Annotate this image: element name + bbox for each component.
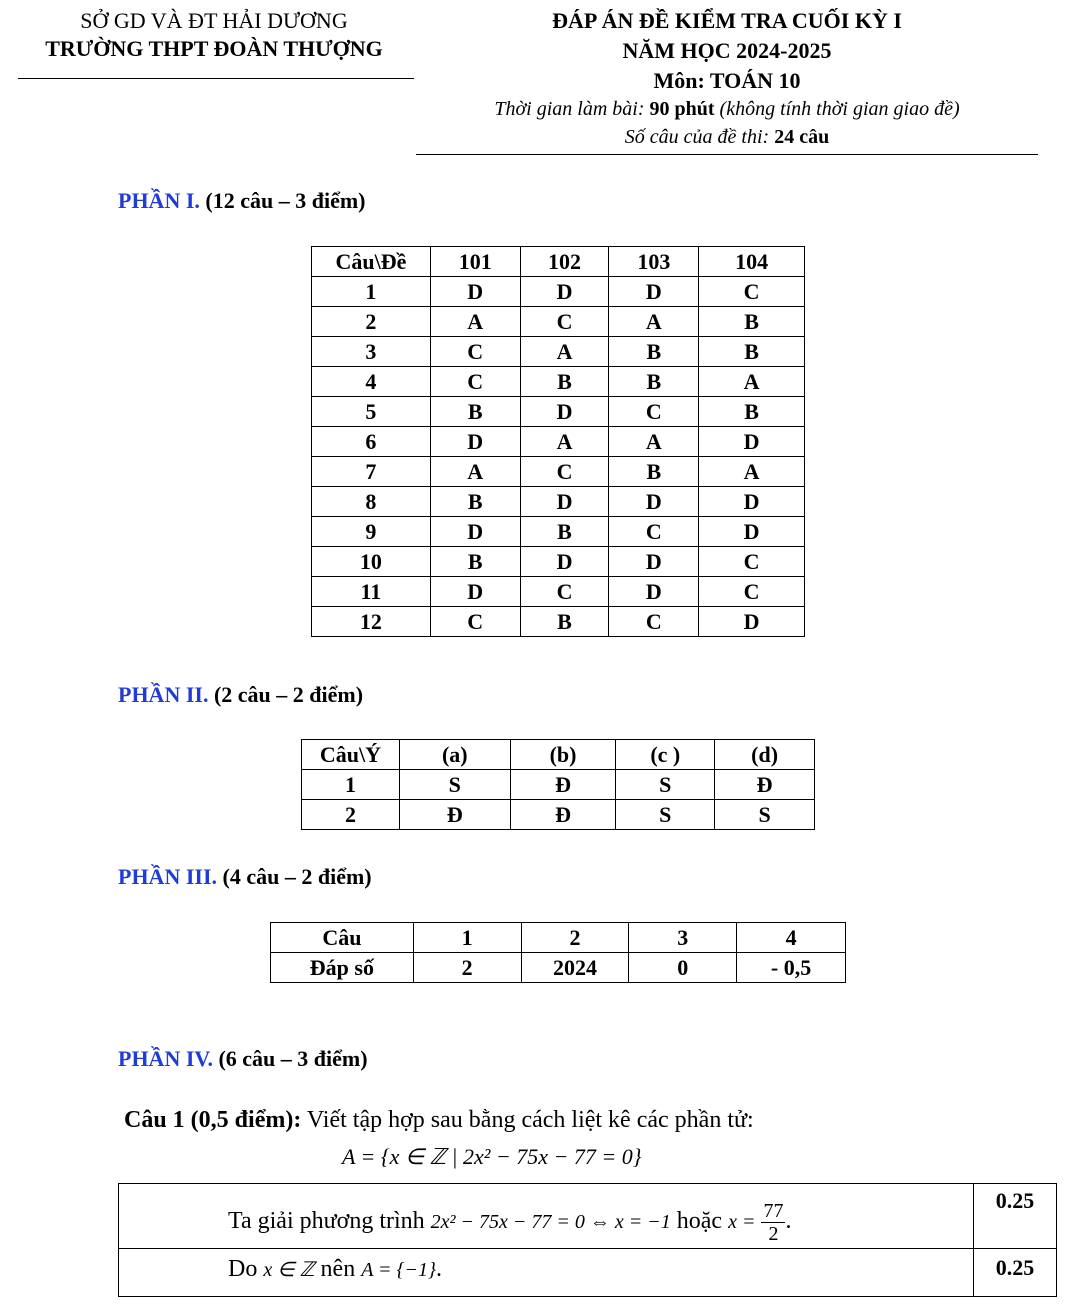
part3-cell: Đáp số — [271, 953, 414, 983]
part1-cell: 2 — [312, 307, 431, 337]
part1-header-cell: 101 — [430, 247, 520, 277]
question-1-set: A = {x ∈ ℤ | 2x² − 75x − 77 = 0} — [342, 1144, 642, 1169]
part1-cell: A — [430, 307, 520, 337]
part3-answer-table — [270, 922, 846, 983]
part1-cell: B — [520, 517, 609, 547]
question-count: Số câu của đề thi: 24 câu — [624, 126, 830, 148]
part1-cell: D — [430, 277, 520, 307]
part1-header-cell: 103 — [609, 247, 699, 277]
part1-cell: A — [609, 427, 699, 457]
part1-header-cell: 104 — [699, 247, 805, 277]
part1-cell: B — [520, 367, 609, 397]
part1-cell: D — [430, 577, 520, 607]
part3-header-cell: 3 — [629, 923, 737, 953]
part1-cell: 6 — [312, 427, 431, 457]
part1-cell: C — [609, 607, 699, 637]
part1-cell: A — [520, 337, 609, 367]
part1-header-cell: Câu\Đề — [312, 247, 431, 277]
part1-cell: 11 — [312, 577, 431, 607]
part1-cell: B — [609, 457, 699, 487]
part2-header-row — [302, 740, 815, 770]
part1-cell: C — [520, 457, 609, 487]
part1-row — [312, 487, 805, 517]
part1-cell: C — [609, 397, 699, 427]
part1-cell: C — [609, 517, 699, 547]
part1-cell: D — [609, 547, 699, 577]
part1-cell: B — [699, 307, 805, 337]
part1-cell: C — [520, 577, 609, 607]
department-name: SỞ GD VÀ ĐT HẢI DƯƠNG — [80, 8, 348, 33]
part1-row — [312, 277, 805, 307]
part2-header-cell: (c ) — [616, 740, 715, 770]
part1-row — [312, 307, 805, 337]
part3-header-row — [271, 923, 846, 953]
part1-header-cell: 102 — [520, 247, 609, 277]
part3-header-cell: Câu — [271, 923, 414, 953]
part3-cell: 0 — [629, 953, 737, 983]
document-title: ĐÁP ÁN ĐỀ KIỂM TRA CUỐI KỲ I — [552, 8, 902, 33]
part1-row — [312, 367, 805, 397]
part1-cell: D — [520, 487, 609, 517]
part1-row — [312, 577, 805, 607]
part1-cell: D — [520, 547, 609, 577]
part1-cell: 3 — [312, 337, 431, 367]
q1-answer-step-2: Do x ∈ ℤ nên A = {−1}. — [228, 1256, 443, 1282]
q1-answer-step-1: Ta giải phương trình 2x² − 75x − 77 = 0 ⇔ x = −1 hoặc x = $\frac{77}{2}$ . — [228, 1200, 792, 1245]
part1-cell: B — [699, 397, 805, 427]
part1-cell: A — [520, 427, 609, 457]
part1-cell: 9 — [312, 517, 431, 547]
left-header-rule — [18, 78, 414, 79]
part2-header-cell: Câu\Ý — [302, 740, 400, 770]
part1-cell: 1 — [312, 277, 431, 307]
part1-cell: B — [430, 547, 520, 577]
part1-cell: A — [430, 457, 520, 487]
part1-cell: D — [699, 517, 805, 547]
part1-cell: B — [520, 607, 609, 637]
part1-cell: D — [699, 607, 805, 637]
part3-cell: 2024 — [521, 953, 629, 983]
part3-cell: 2 — [413, 953, 521, 983]
part1-row — [312, 517, 805, 547]
part2-cell: S — [616, 800, 715, 830]
part1-row — [312, 547, 805, 577]
part1-cell: A — [699, 367, 805, 397]
part2-cell: S — [399, 770, 510, 800]
part1-cell: D — [609, 577, 699, 607]
part1-cell: 8 — [312, 487, 431, 517]
school-name: TRƯỜNG THPT ĐOÀN THƯỢNG — [45, 36, 383, 61]
part2-row — [302, 800, 815, 830]
part3-cell: - 0,5 — [737, 953, 846, 983]
part1-cell: D — [520, 397, 609, 427]
q1-answer-row-divider — [118, 1248, 1057, 1249]
subject: Môn: TOÁN 10 — [653, 68, 801, 93]
part3-header-cell: 4 — [737, 923, 846, 953]
part1-answer-table — [311, 246, 805, 637]
part1-cell: C — [430, 337, 520, 367]
part1-cell: D — [699, 487, 805, 517]
part2-answer-table — [301, 739, 815, 830]
part2-cell: S — [715, 800, 815, 830]
part2-header-cell: (d) — [715, 740, 815, 770]
part2-header-cell: (b) — [510, 740, 616, 770]
part2-cell: Đ — [399, 800, 510, 830]
part2-header-cell: (a) — [399, 740, 510, 770]
part1-cell: C — [699, 277, 805, 307]
part1-cell: B — [430, 487, 520, 517]
part1-cell: D — [430, 427, 520, 457]
part2-cell: 1 — [302, 770, 400, 800]
part1-cell: 4 — [312, 367, 431, 397]
part1-cell: B — [699, 337, 805, 367]
part1-row — [312, 337, 805, 367]
part1-cell: B — [609, 367, 699, 397]
part1-row — [312, 457, 805, 487]
part1-cell: D — [609, 277, 699, 307]
part2-heading: PHẦN II. (2 câu – 2 điểm) — [118, 682, 364, 707]
part1-cell: B — [430, 397, 520, 427]
part4-heading: PHẦN IV. (6 câu – 3 điểm) — [118, 1046, 368, 1071]
q1-step-1-score: 0.25 — [995, 1188, 1035, 1213]
part2-cell: S — [616, 770, 715, 800]
part1-heading: PHẦN I. (12 câu – 3 điểm) — [118, 188, 366, 213]
part1-cell: D — [609, 487, 699, 517]
part1-cell: C — [699, 577, 805, 607]
part1-row — [312, 607, 805, 637]
part1-cell: A — [609, 307, 699, 337]
part1-cell: C — [430, 367, 520, 397]
part1-cell: D — [430, 517, 520, 547]
part1-cell: A — [699, 457, 805, 487]
part1-header-row — [312, 247, 805, 277]
part3-header-cell: 1 — [413, 923, 521, 953]
q1-step-2-score: 0.25 — [995, 1255, 1035, 1280]
school-year: NĂM HỌC 2024-2025 — [622, 38, 832, 63]
part2-row — [302, 770, 815, 800]
part1-cell: C — [430, 607, 520, 637]
part1-cell: 12 — [312, 607, 431, 637]
right-header-rule — [416, 154, 1038, 155]
part2-cell: Đ — [715, 770, 815, 800]
part3-row — [271, 953, 846, 983]
part1-row — [312, 397, 805, 427]
part2-cell: Đ — [510, 770, 616, 800]
exam-time: Thời gian làm bài: 90 phút (không tính thời gian giao đề) — [494, 98, 960, 120]
part1-cell: 7 — [312, 457, 431, 487]
part1-row — [312, 427, 805, 457]
part3-heading: PHẦN III. (4 câu – 2 điểm) — [118, 864, 372, 889]
part2-cell: Đ — [510, 800, 616, 830]
part1-cell: D — [520, 277, 609, 307]
part1-cell: C — [520, 307, 609, 337]
part1-cell: B — [609, 337, 699, 367]
part1-cell: C — [699, 547, 805, 577]
part1-cell: 5 — [312, 397, 431, 427]
part1-cell: 10 — [312, 547, 431, 577]
part2-cell: 2 — [302, 800, 400, 830]
question-1: Câu 1 (0,5 điểm): Viết tập hợp sau bằng cách liệt kê các phần tử: — [124, 1107, 754, 1133]
part1-cell: D — [699, 427, 805, 457]
fraction-77-over-2: $\frac{77}{2}$ — [763, 1200, 784, 1245]
part3-header-cell: 2 — [521, 923, 629, 953]
